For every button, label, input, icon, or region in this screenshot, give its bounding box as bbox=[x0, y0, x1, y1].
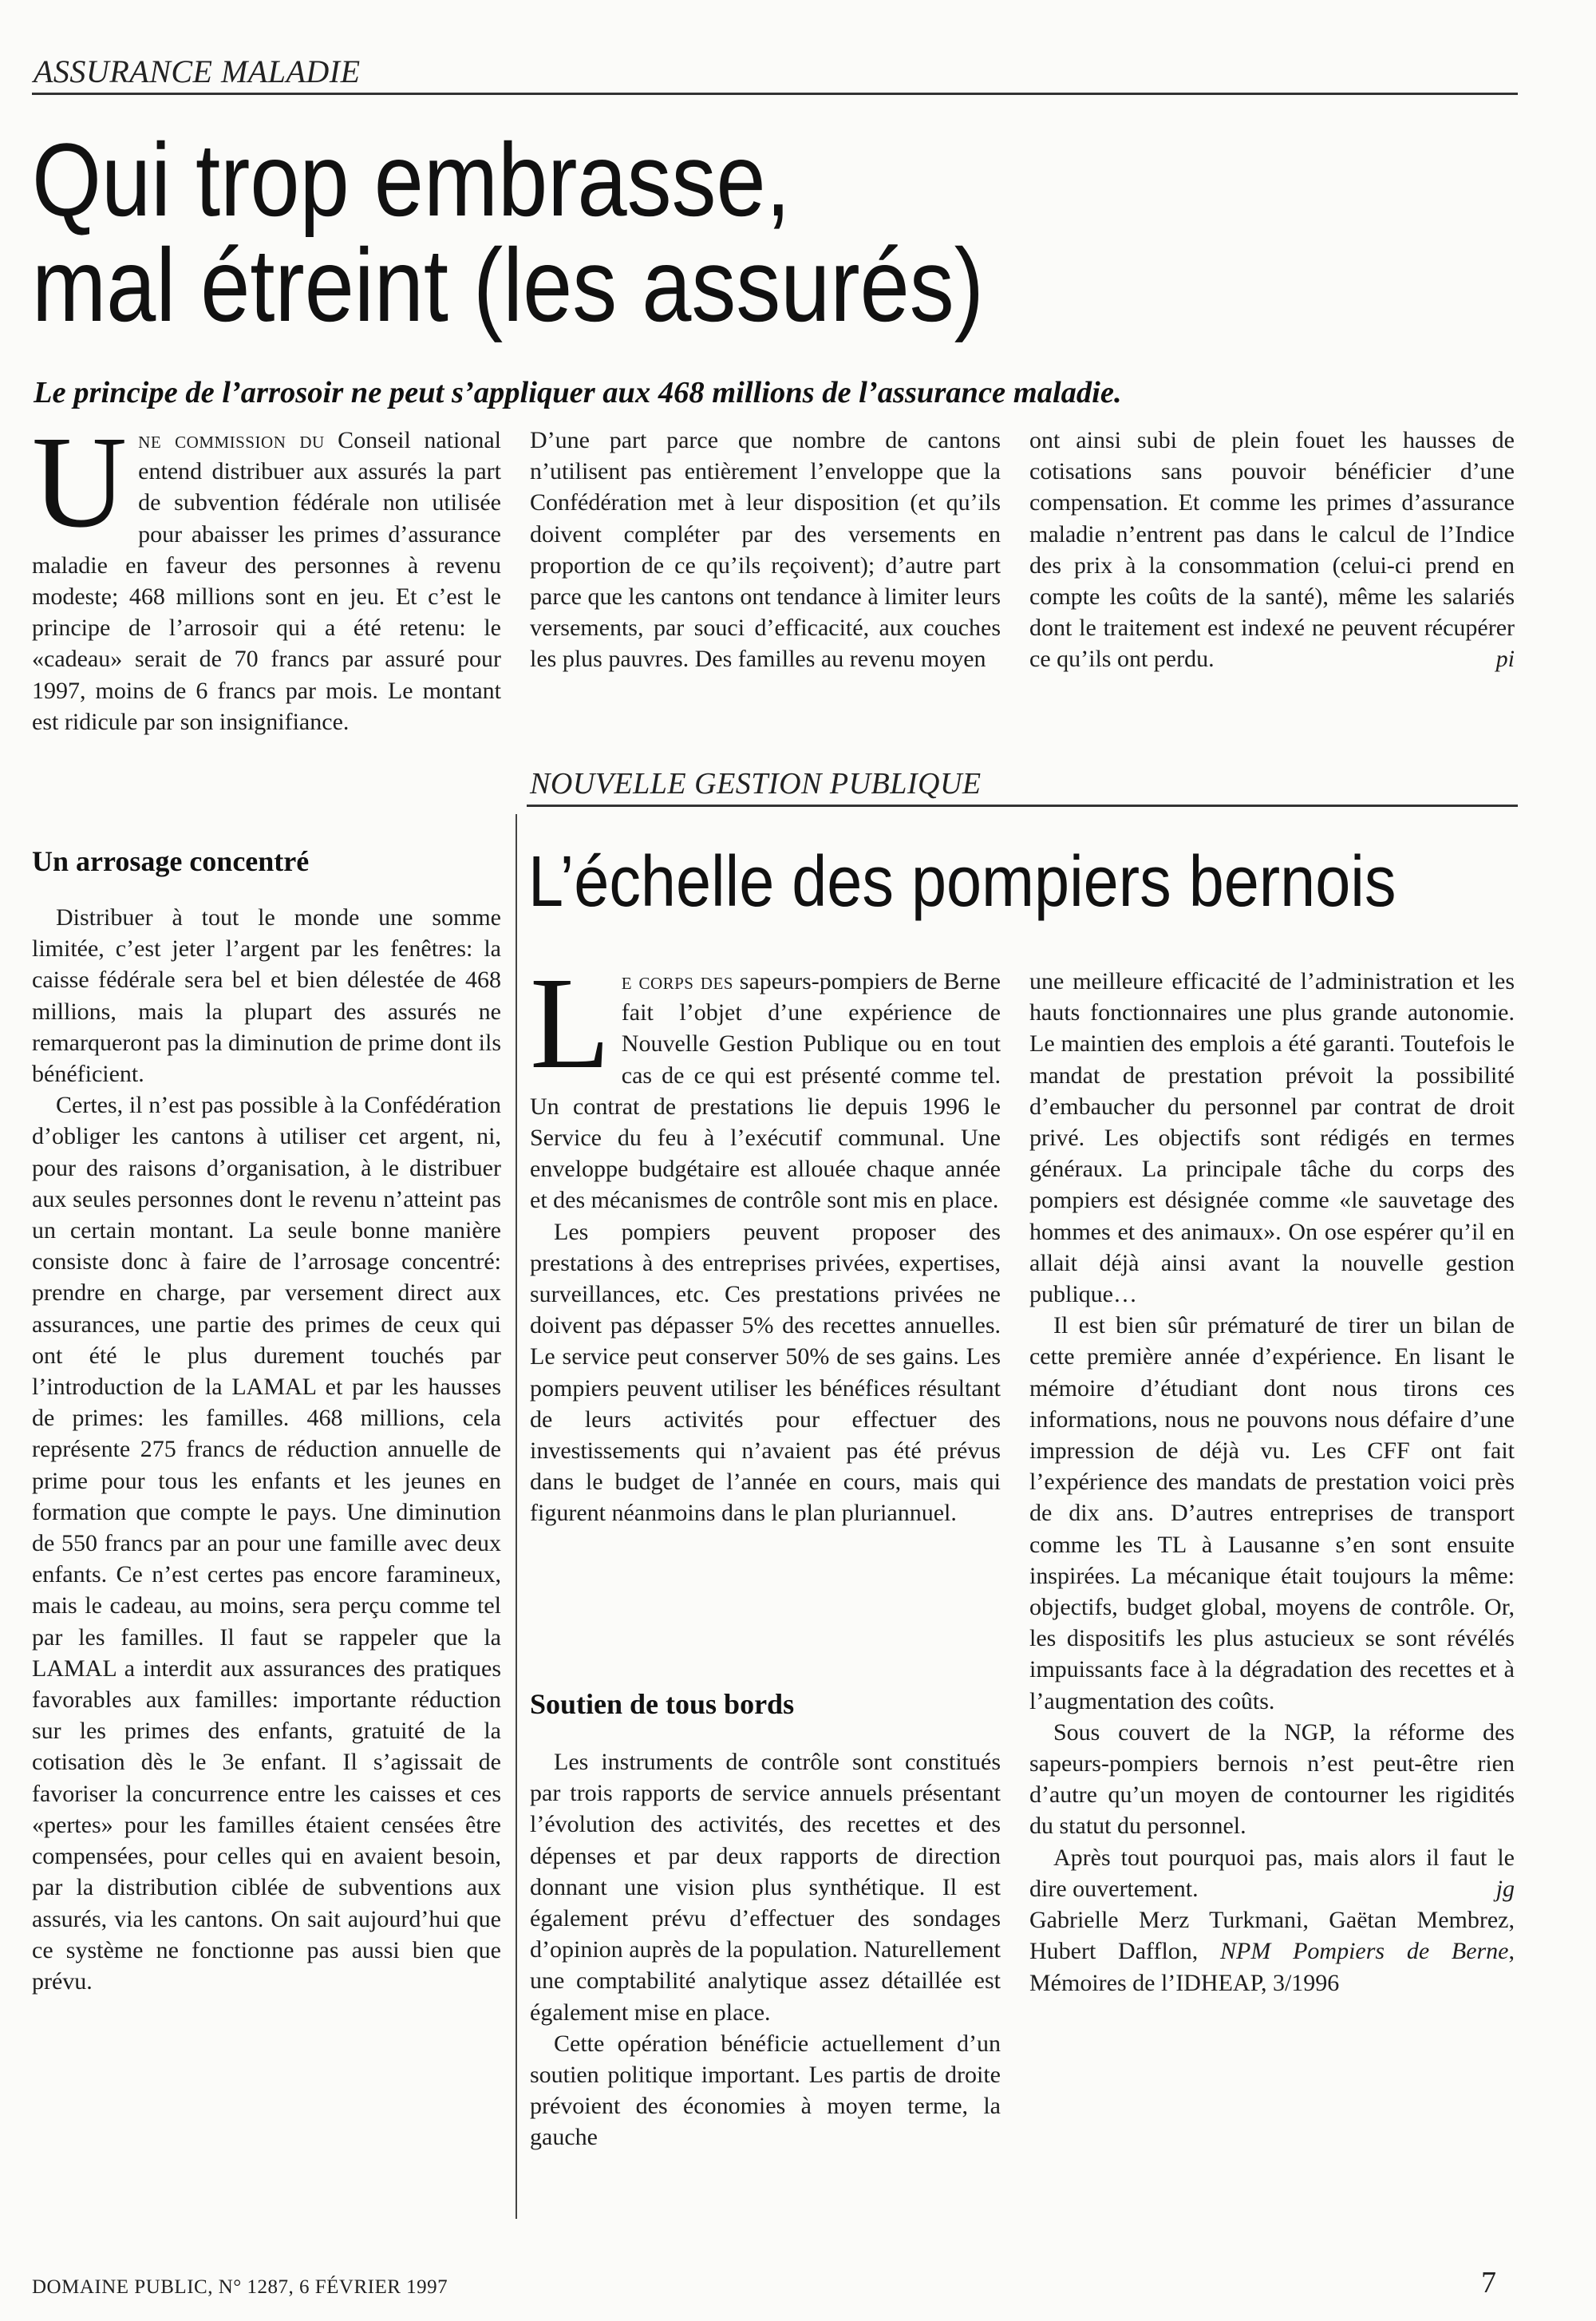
header-rule bbox=[32, 93, 1518, 95]
article2-headline: L’échelle des pompiers bernois bbox=[528, 842, 1396, 922]
intro-smallcaps: e corps des bbox=[621, 968, 733, 994]
article2-column-2 bbox=[1029, 966, 1515, 1999]
article-lead: Le principe de l’arrosoir ne peut s’appliquer aux 468 millions de l’assurance maladie. bbox=[34, 376, 1122, 409]
headline-line-2: mal étreint (les assurés) bbox=[32, 227, 984, 343]
intro-paragraph bbox=[32, 409, 501, 737]
section-kicker: ASSURANCE MALADIE bbox=[34, 53, 361, 89]
paragraph-text: ont ainsi subi de plein fouet les hausses de cotisations sans pouvoir bénéficier d’une compensation. Et comme les primes d’assurance maladie n’entrent pas dans le calcul de l’Indice des prix à la consommation (celui-ci prend en compte les coûts de la santé), même les salariés dont le traitement est indexé ne peuvent récupérer ce qu’ils ont perdu. bbox=[1029, 427, 1515, 673]
header-rule-2 bbox=[527, 805, 1518, 807]
subheading: Un arrosage concentré bbox=[32, 845, 310, 877]
intro-text: Conseil national entend distribuer aux assurés la part de subvention fédérale non utilisée pour abaisser les primes d’assurance maladie en faveur des personnes à revenu modeste; 468 millions sont en jeu. Et c’est le principe de l’arrosoir qui a été retenu: le «cadeau» serait de 70 francs par assuré pour 1997, moins de 6 francs par mois. Le montant est ridicule par son insignifiance. bbox=[32, 427, 501, 735]
paragraph: D’une part parce que nombre de cantons n’utilisent pas entièrement l’enveloppe que la Confédération met à leur disposition (et qu’ils doivent compléter par des versements en proportion de ce qu’ils reçoivent); d’autre part parce que les cantons ont tendance à limiter leurs versements, par souci d’efficacité, aux couches les plus pauvres. Des familles au revenu moyen bbox=[530, 427, 1001, 673]
column-divider bbox=[516, 814, 517, 2219]
paragraph: Distribuer à tout le monde une somme limitée, c’est jeter l’argent par les fenêtres: la caisse fédérale sera bel et bien délestée de 468 millions, mais la plupart des assurés ne remarqueront pas la diminution de prime dont ils bénéficient. bbox=[32, 904, 501, 1088]
intro-paragraph bbox=[530, 950, 1001, 1216]
paragraph: Sous couvert de la NGP, la réforme des sapeurs-pompiers bernois n’est peut-être rien d’autre qu’un moyen de contourner les rigidités du statut du personnel. bbox=[1029, 1718, 1515, 1840]
drop-cap: U bbox=[32, 409, 128, 555]
reference-title: NPM Pompiers de Berne bbox=[1220, 1938, 1509, 1965]
article1-column-2 bbox=[530, 425, 1001, 675]
reference-authors: Gabrielle Merz Turkmani, Gaëtan Membrez, Hubert Dafflon, bbox=[1029, 1907, 1515, 1965]
paragraph: Cette opération bénéficie actuellement d’un soutien politique important. Les partis de droite prévoient des économies à moyen terme, la gauche bbox=[530, 2030, 1001, 2151]
paragraph: Les instruments de contrôle sont constitués par trois rapports de service annuels présentant l’évolution des activités, des recettes et des dépenses et par deux rapports de direction donnant une vision plus synthétique. Il est également prévu d’effectuer des sondages d’opinion auprès de la population. Naturellement une comptabilité analytique assez détaillée est également mise en place. bbox=[530, 1749, 1001, 2026]
article1-column-1 bbox=[32, 409, 501, 737]
reference-source: , Mémoires de l’IDHEAP, 3/1996 bbox=[1029, 1938, 1515, 1996]
article2-column-1 bbox=[530, 950, 1001, 1529]
article1-column-3 bbox=[1029, 425, 1515, 675]
intro-smallcaps: ne commission du bbox=[138, 427, 325, 453]
paragraph: Il est bien sûr prématuré de tirer un bilan de cette première année d’expérience. En lisant le mémoire d’étudiant dont nous tirons ces informations, nous ne pouvons nous défaire d’une impression de déjà vu. Les CFF ont fait l’expérience des mandats de prestation voici près de dix ans. D’autres entreprises de transport comme les TL à Lausanne s’en sont ensuite inspirées. La mécanique était toujours la même: objectifs, budget global, moyens de contrôle. Or, les dispositifs les plus astucieux se sont révélés impuissants face à la dégradation des recettes et à l’augmentation des coûts. bbox=[1029, 1312, 1515, 1714]
paragraph: une meilleure efficacité de l’administration et les hauts fonctionnaires une plus grande autonomie. Le maintien des emplois a été garanti. Toutefois le mandat de prestation prévoit la possibilité d’embaucher du personnel par contrat de droit privé. Les objectifs sont rédigés en termes généraux. La principale tâche du corps des pompiers est désignée comme «le sauvetage des hommes et des animaux». On ose espérer qu’il en allait déjà ainsi avant la nouvelle gestion publique… bbox=[1029, 968, 1515, 1308]
intro-text: sapeurs-pompiers de Berne fait l’objet d’une expérience de Nouvelle Gestion Publique ou en tout cas de ce qui est présenté comme tel. Un contrat de prestations lie depuis 1996 le Service du feu à l’exécutif communal. Une enveloppe budgétaire est allouée chaque année et des mécanismes de contrôle sont mis en place. bbox=[530, 968, 1001, 1214]
page-number: 7 bbox=[1481, 2266, 1496, 2299]
article2-column-1-continued bbox=[530, 1746, 1001, 2153]
author-initials: pi bbox=[1495, 646, 1515, 673]
article1-column-1-continued bbox=[32, 902, 501, 1997]
footer-publication: DOMAINE PUBLIC, N° 1287, 6 FÉVRIER 1997 bbox=[32, 2276, 448, 2298]
reference bbox=[1029, 1904, 1515, 1999]
section-kicker-2: NOUVELLE GESTION PUBLIQUE bbox=[530, 767, 982, 801]
paragraph-text: Après tout pourquoi pas, mais alors il faut le dire ouvertement. bbox=[1029, 1844, 1515, 1902]
headline-line-1: Qui trop embrasse, bbox=[32, 121, 791, 238]
paragraph: Les pompiers peuvent proposer des prestations à des entreprises privées, expertises, surveillances, etc. Ces prestations privées ne doivent pas dépasser 5% des recettes annuelles. Le service peut conserver 50% de ses gains. Les pompiers peuvent utiliser les bénéfices résultant de leurs activités pour effectuer des investissements qui n’avaient pas été prévus dans le budget de l’année en cours, mais qui figurent néanmoins dans le plan pluriannuel. bbox=[530, 1218, 1001, 1527]
subheading-2: Soutien de tous bords bbox=[530, 1688, 795, 1720]
paragraph bbox=[1029, 425, 1515, 675]
paragraph: Certes, il n’est pas possible à la Confédération d’obliger les cantons à utiliser cet argent, ni, pour des raisons d’organisation, à le distribuer aux seules personnes dont le revenu n’atteint pas un certain montant. La seule bonne manière consiste donc à faire de l’arrosage concentré: prendre en charge, par versement direct aux assurances, une partie des primes de ceux qui ont été le plus durement touchés par l’introduction de la LAMAL et par les hausses de primes: les familles. 468 millions, cela représente 275 francs de réduction annuelle de prime pour tous les enfants et les jeunes en formation que compte le pays. Une diminution de 550 francs par an pour une famille avec deux enfants. Ce n’est certes pas encore faramineux, mais le cadeau, au moins, sera perçu comme tel par les familles. Il faut se rappeler que la LAMAL a interdit aux assurances des pratiques favorables aux familles: importante réduction sur les primes des enfants, gratuité de la cotisation dès le 3e enfant. Il s’agissait de favoriser la concurrence entre les caisses et ces «pertes» pour les familles étaient censées être compensées, pour celles qui en avaient besoin, par la distribution ciblée de subventions aux assurés, via les cantons. On sait aujourd’hui que ce système ne fonctionne pas aussi bien que prévu. bbox=[32, 1092, 501, 1995]
paragraph bbox=[1029, 1842, 1515, 1904]
author-initials: jg bbox=[1495, 1875, 1515, 1902]
drop-cap: L bbox=[530, 950, 610, 1096]
